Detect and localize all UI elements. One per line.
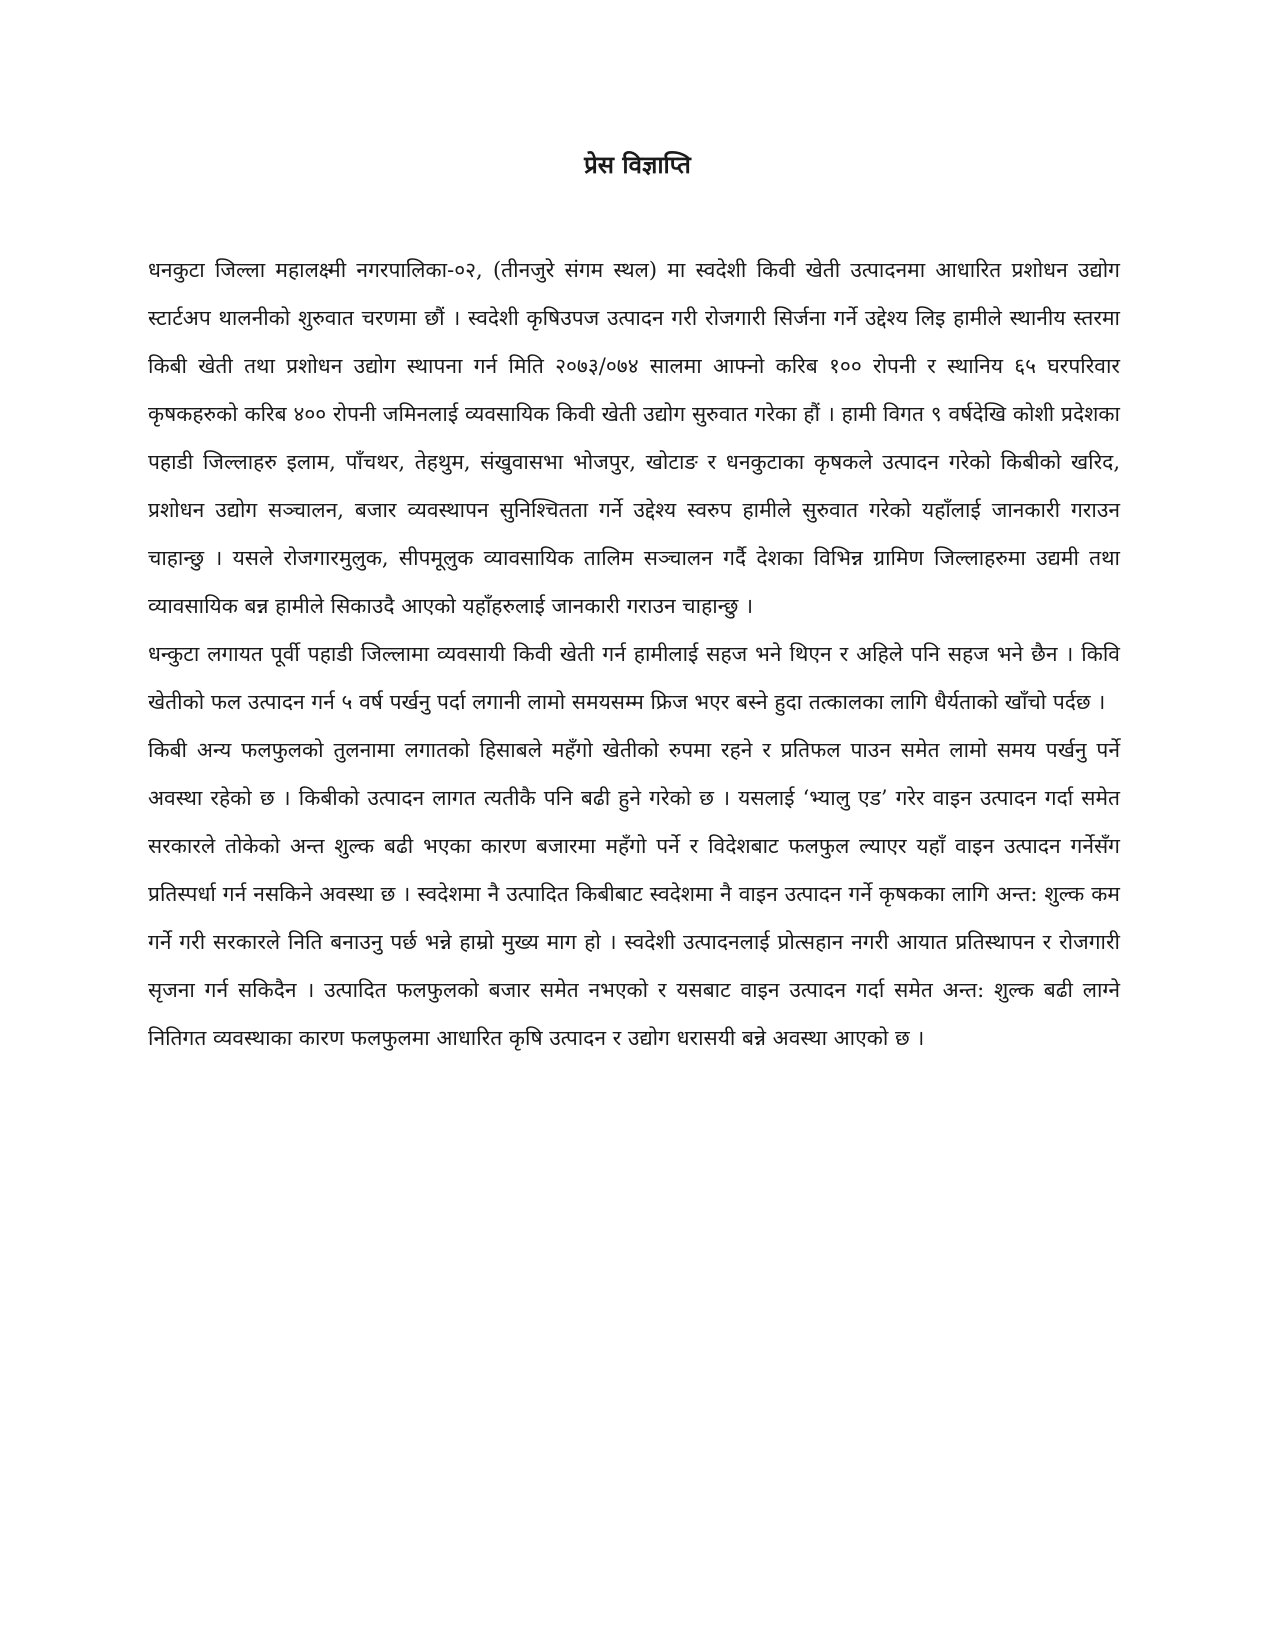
document-title: प्रेस विज्ञाप्ति (584, 150, 691, 179)
paragraph-demands: किबी अन्य फलफुलको तुलनामा लगातको हिसाबले महँगो खेतीको रुपमा रहने र प्रतिफल पाउन समेत लामो समय पर्खनु पर्ने अवस्था रहेको छ । किबीको उत्पादन लागत त्यतीकै पनि बढी हुने गरेको छ । यसलाई ‘भ्यालु एड’ गरेर वाइन उत्पादन गर्दा समेत सरकारले तोकेको अन्त शुल्क बढी भएका कारण बजारमा महँगो पर्ने र विदेशबाट फलफुल ल्याएर यहाँ वाइन उत्पादन गर्नेसँग प्रतिस्पर्धा गर्न नसकिने अवस्था छ । स्वदेशमा नै उत्पादित किबीबाट स्वदेशमा नै वाइन उत्पादन गर्ने कृषकका लागि अन्त: शुल्क कम गर्ने गरी सरकारले निति बनाउनु पर्छ भन्ने हाम्रो मुख्य माग हो । स्वदेशी उत्पादनलाई प्रोत्सहान नगरी आयात प्रतिस्थापन र रोजगारी सृजना गर्न सकिदैन । उत्पादित फलफुलको बजार समेत नभएको र यसबाट वाइन उत्पादन गर्दा समेत अन्त: शुल्क बढी लाग्ने नितिगत व्यवस्थाका कारण फलफुलमा आधारित कृषि उत्पादन र उद्योग धरासयी बन्ने अवस्था आएको छ । (148, 738, 1120, 1050)
paragraph-intro: धनकुटा जिल्ला महालक्ष्मी नगरपालिका-०२, (तीनजुरे संगम स्थल) मा स्वदेशी किवी खेती उत्पादनमा आधारित प्रशोधन उद्योग स्टार्टअप थालनीको शुरुवात चरणमा छौं । स्वदेशी कृषिउपज उत्पादन गरी रोजगारी सिर्जना गर्ने उद्देश्य लिइ हामीले स्थानीय स्तरमा किबी खेती तथा प्रशोधन उद्योग स्थापना गर्न मिति २०७३/०७४ सालमा आफ्नो करिब १०० रोपनी र स्थानिय ६५ घरपरिवार कृषकहरुको करिब ४०० रोपनी जमिनलाई व्यवसायिक किवी खेती उद्योग सुरुवात गरेका हौं । हामी विगत ९ वर्षदेखि कोशी प्रदेशका पहाडी जिल्लाहरु इलाम, पाँचथर, तेहथुम, संखुवासभा भोजपुर, खोटाङ र धनकुटाका कृषकले उत्पादन गरेको किबीको खरिद, प्रशोधन उद्योग सञ्चालन, बजार व्यवस्थापन सुनिश्चितता गर्ने उद्देश्य स्वरुप हामीले सुरुवात गरेको यहाँलाई जानकारी गराउन चाहान्छु । यसले रोजगारमुलुक, सीपमूलुक व्यावसायिक तालिम सञ्चालन गर्दै देशका विभिन्न ग्रामिण जिल्लाहरुमा उद्यमी तथा व्यावसायिक बन्न हामीले सिकाउदै आएको यहाँहरुलाई जानकारी गराउन चाहान्छु । (148, 258, 1120, 618)
paragraph-challenges: धन्कुटा लगायत पूर्वी पहाडी जिल्लामा व्यवसायी किवी खेती गर्न हामीलाई सहज भने थिएन र अहिले पनि सहज भने छैन । किवि खेतीको फल उत्पादन गर्न ५ वर्ष पर्खनु पर्दा लगानी लामो समयसम्म फ्रिज भएर बस्ने हुदा तत्कालका लागि धैर्यताको खाँचो पर्दछ । (148, 642, 1120, 714)
document-body (148, 246, 1120, 1062)
